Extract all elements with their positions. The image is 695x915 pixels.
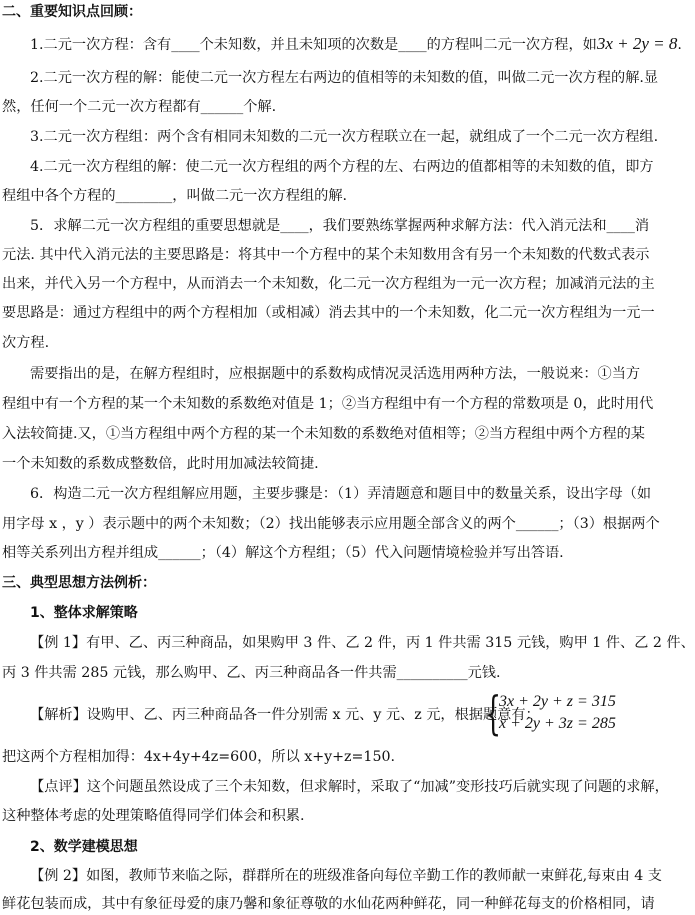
paragraph-2-line-1: 2.二元一次方程的解：能使二元一次方程左右两边的值相等的未知数的值，叫做二元一次方程的解.显 xyxy=(30,70,659,86)
analysis-1-line-2: 把这两个方程相加得：4x+4y+4z=600，所以 x+y+z=150. xyxy=(2,749,396,765)
paragraph-1-tail: . xyxy=(677,37,682,53)
paragraph-1-text: 1.二元一次方程：含有____个未知数，并且未知项的次数是____的方程叫二元一次方程，如 xyxy=(30,37,597,53)
system-brace: { xyxy=(485,686,502,740)
paragraph-7-line-1: 6．构造二元一次方程组解应用题，主要步骤是：（1）弄清题意和题目中的数量关系，设出字母（如 xyxy=(30,486,652,502)
example-1-line-2: 丙 3 件共需 285 元钱，那么购甲、乙、丙三种商品各一件共需__________元钱. xyxy=(2,665,501,681)
subheading-modeling: 2、数学建模思想 xyxy=(30,839,138,855)
equation-example: 3x + 2y = 8 xyxy=(596,34,678,53)
analysis-1-text: 【解析】设购甲、乙、丙三种商品各一件分别需 x 元、y 元、z 元，根据题意有： xyxy=(30,707,540,723)
subheading-whole-strategy: 1、整体求解策略 xyxy=(30,605,138,621)
paragraph-6-line-4: 一个未知数的系数成整数倍，此时用加减法较简捷. xyxy=(2,456,319,472)
comment-1-line-2: 这种整体考虑的处理策略值得同学们体会和积累. xyxy=(2,808,305,824)
equation-system xyxy=(485,686,635,740)
paragraph-6-line-3: 入法较简捷.又，①当方程组中两个方程的某一个未知数的系数绝对值相等；②当方程组中两个方程的某 xyxy=(2,426,645,442)
system-equation-1: 3x + 2y + z = 315 xyxy=(499,693,616,710)
paragraph-4-line-1: 4.二元一次方程组的解：使二元一次方程组的两个方程的左、右两边的值都相等的未知数的值，即方 xyxy=(30,159,654,175)
paragraph-7-line-3: 相等关系列出方程并组成______；（4）解这个方程组；（5）代入问题情境检验并写出答语. xyxy=(2,545,564,561)
paragraph-3: 3.二元一次方程组：两个含有相同未知数的二元一次方程联立在一起，就组成了一个二元一次方程组. xyxy=(30,129,659,145)
example-2-line-1: 【例 2】如图，教师节来临之际，群群所在的班级准备向每位辛勤工作的教师献一束鲜花,每束由 4 支 xyxy=(30,868,662,884)
example-2-line-2: 鲜花包装而成，其中有象征母爱的康乃馨和象征尊敬的水仙花两种鲜花，同一种鲜花每支的价格相同，请 xyxy=(2,896,655,912)
paragraph-5-line-5: 次方程. xyxy=(2,335,50,351)
paragraph-7-line-2: 用字母 x ，y ）表示题中的两个未知数；（2）找出能够表示应用题全部含义的两个______；（3）根据两个 xyxy=(2,516,660,532)
section-heading-review: 二、重要知识点回顾： xyxy=(2,4,142,20)
paragraph-4-line-2: 程组中各个方程的________，叫做二元一次方程组的解. xyxy=(2,188,348,204)
paragraph-5-line-4: 要思路是：通过方程组中的两个方程相加（或相减）消去其中的一个未知数，化二元一次方程组为一元一 xyxy=(2,305,655,321)
section-heading-methods: 三、典型思想方法例析： xyxy=(2,575,156,591)
paragraph-5-line-3: 出来，并代入另一个方程中，从而消去一个未知数，化二元一次方程组为一元一次方程；加减消元法的主 xyxy=(2,276,655,292)
paragraph-1 xyxy=(0,34,682,54)
paragraph-6-line-1: 需要指出的是，在解方程组时，应根据题中的系数构成情况灵活选用两种方法，一般说来：①当方 xyxy=(30,366,641,382)
paragraph-6-line-2: 程组中有一个方程的某一个未知数的系数绝对值是 1；②当方程组中有一个方程的常数项是 0，此时用代 xyxy=(2,396,654,412)
comment-1-line-1: 【点评】这个问题虽然设成了三个未知数，但求解时，采取了“加减”变形技巧后就实现了问题的求解， xyxy=(30,779,669,795)
paragraph-5-line-2: 元法. 其中代入消元法的主要思路是：将其中一个方程中的某个未知数用含有另一个未知数的代数式表示 xyxy=(2,247,650,263)
paragraph-5-line-1: 5．求解二元一次方程组的重要思想就是____，我们要熟练掌握两种求解方法：代入消元法和____消 xyxy=(30,218,650,234)
example-1-line-1: 【例 1】有甲、乙、丙三种商品，如果购甲 3 件、乙 2 件，丙 1 件共需 315 元钱，购甲 1 件、乙 2 件、 xyxy=(30,635,695,651)
paragraph-2-line-2: 然，任何一个二元一次方程都有______个解. xyxy=(2,99,277,115)
system-equation-2: x + 2y + 3z = 285 xyxy=(499,715,616,732)
